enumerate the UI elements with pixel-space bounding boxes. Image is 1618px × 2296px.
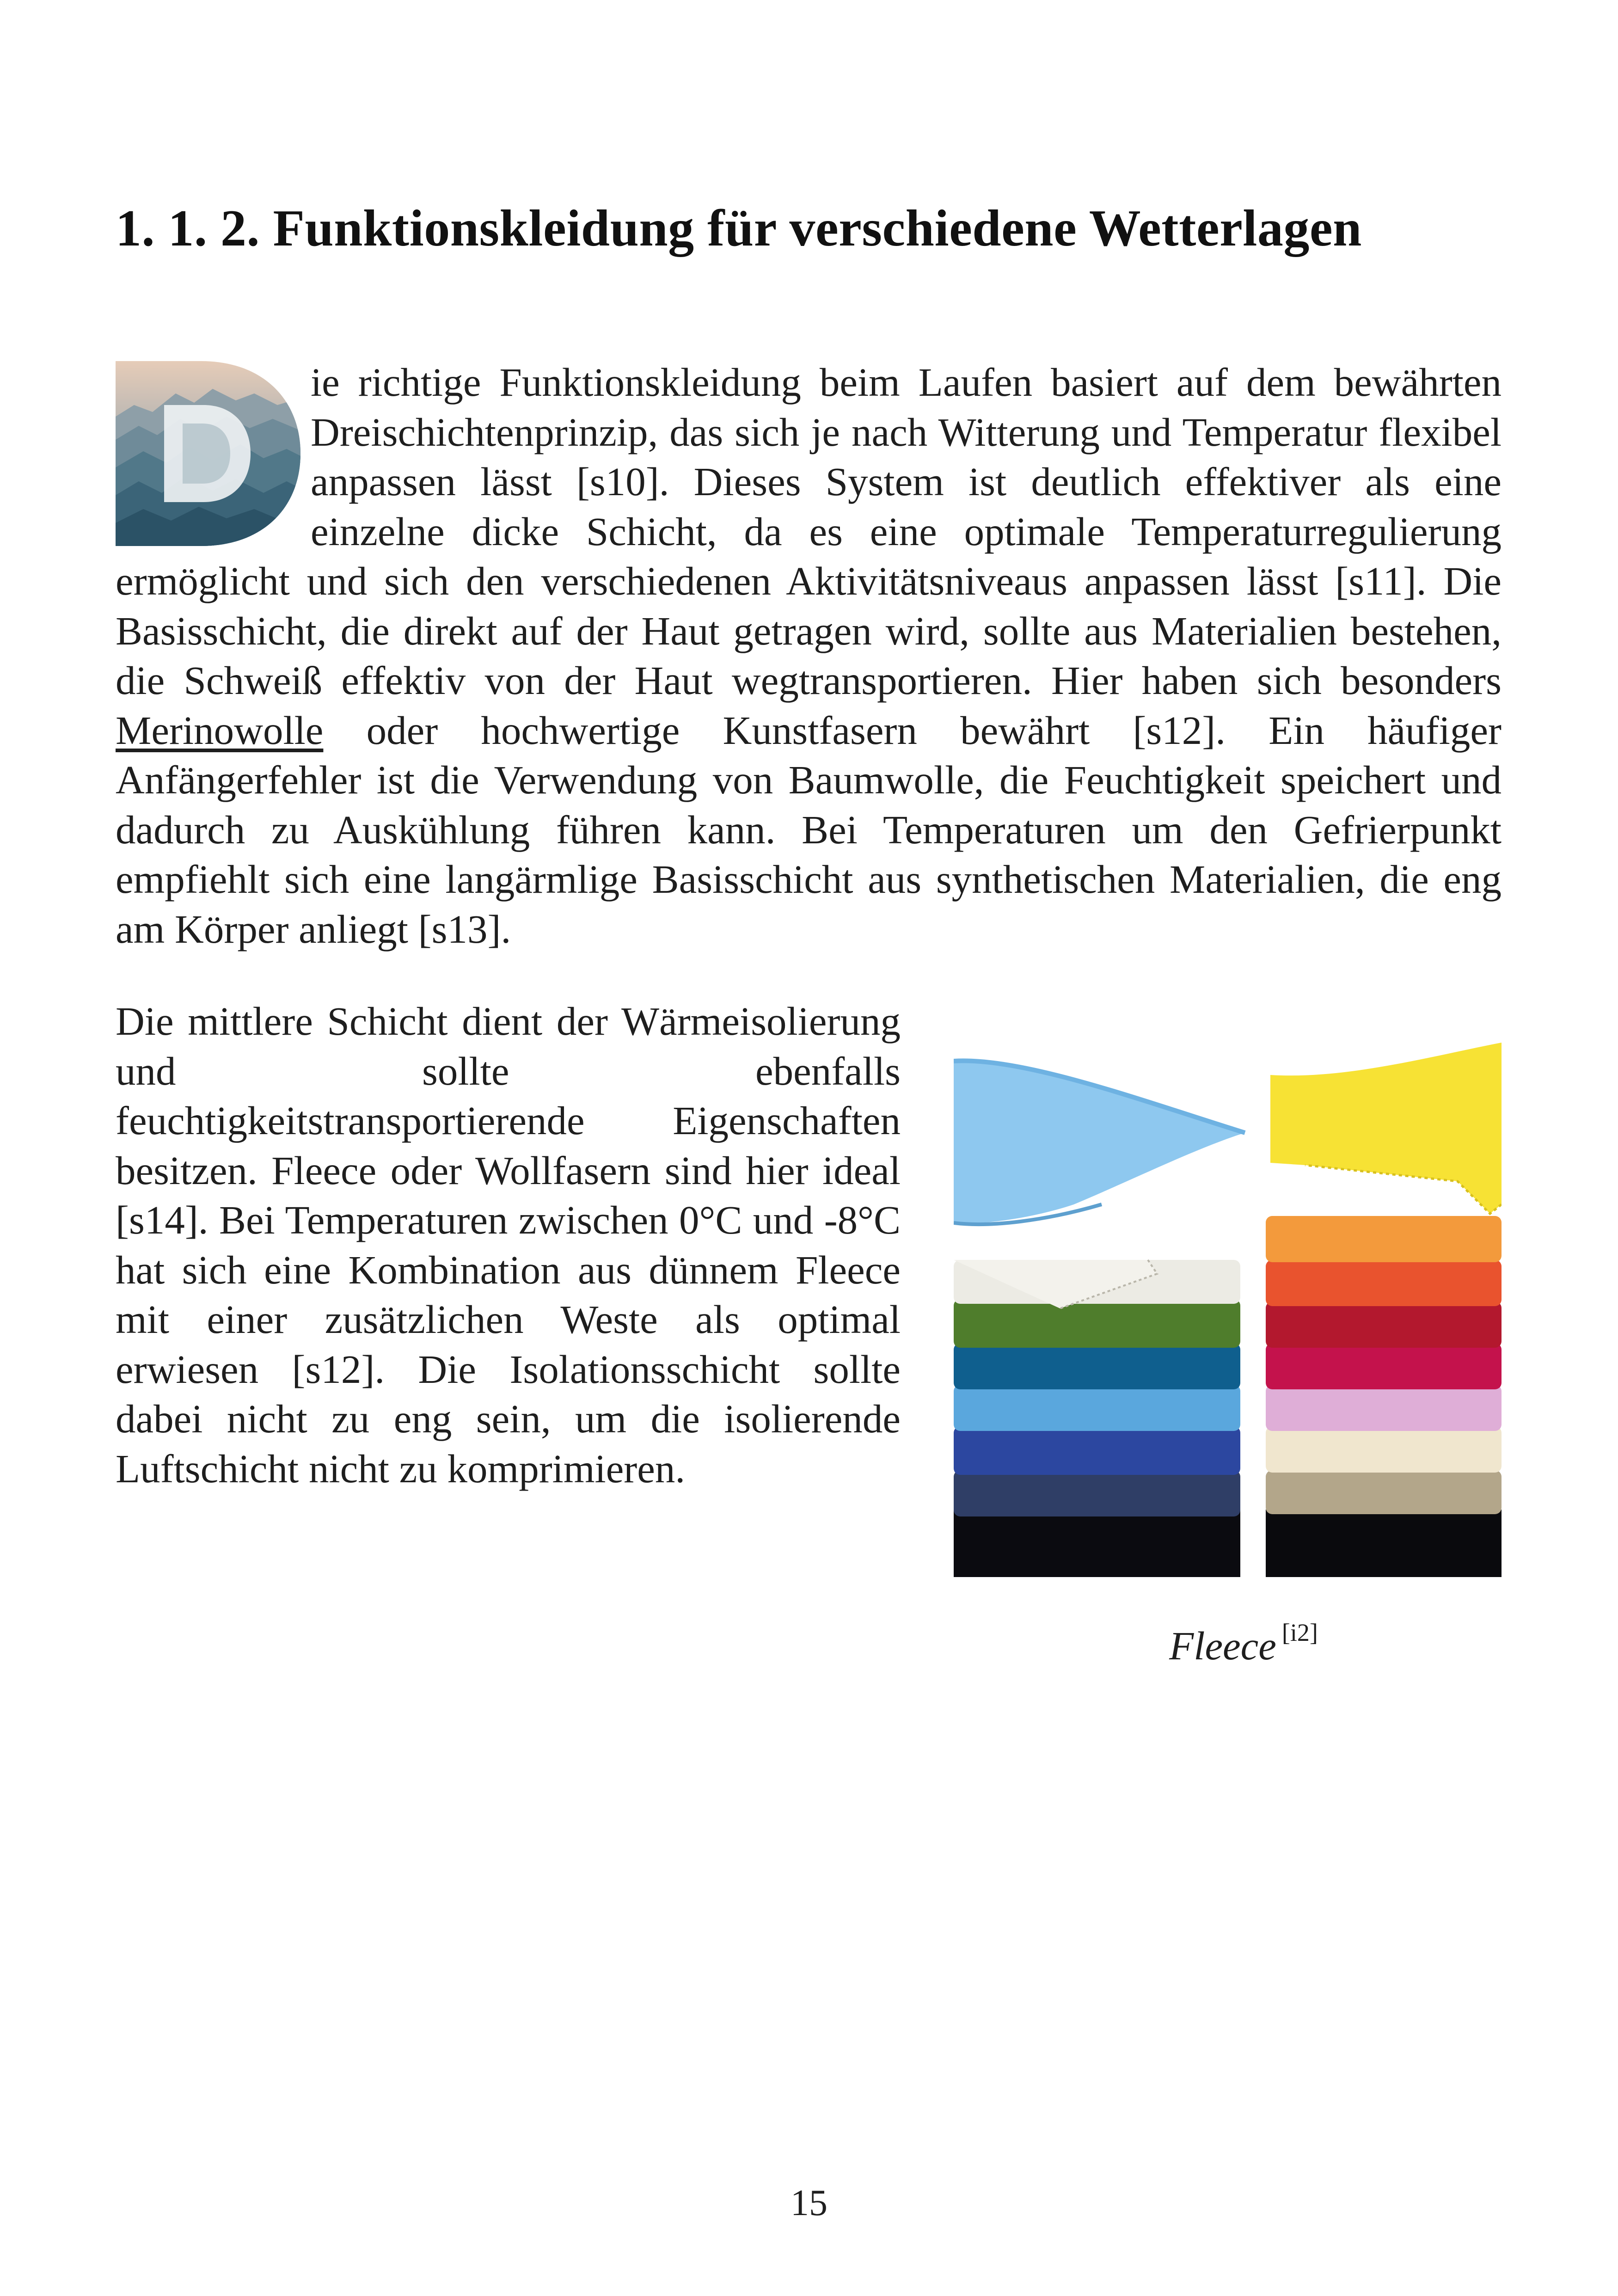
drop-cap-d (116, 361, 300, 546)
fleece-photo (954, 1043, 1502, 1577)
figure-caption (1142, 1618, 1345, 1669)
mountain-landscape-dropcap-icon (116, 361, 300, 546)
paragraph-intro-text-start: ie richtige Funktionskleidung beim Laufen basiert auf dem bewährten Dreischichtenprinzip, das sich je nach Witterung und Temperatur flexibel anpassen lässt [s10]. Dieses System ist deutlich effektiver als eine einzelne dicke Schicht, da es eine optimale Temperaturregulierung ermöglicht und sich den verschiedenen Aktivitätsniveaus anpassen lässt [s11]. Die Basisschicht, die direkt auf der Haut getragen wird, sollte aus Materialien bestehen, die Schweiß effektiv von der Haut wegtransportieren. Hier haben sich besonders (116, 360, 1502, 703)
caption-reference[interactable]: [i2] (1281, 1619, 1318, 1646)
merinowolle-link[interactable]: Merinowolle (116, 707, 324, 753)
page-number: 15 (791, 2183, 827, 2223)
section-heading: 1. 1. 2. Funktionskleidung für verschiedene Wetterlagen (116, 200, 1362, 257)
paragraph-intro-text-end: oder hochwertige Kunstfasern bewährt [s12]. Ein häufiger Anfängerfehler ist die Verwendung von Baumwolle, die Feuchtigkeit speichert und dadurch zu Auskühlung führen kann. Bei Temperaturen um den Gefrierpunkt empfiehlt sich eine langärmlige Basisschicht aus synthetischen Materialien, die eng am Körper anliegt [s13]. (116, 707, 1502, 952)
caption-text: Fleece (1169, 1623, 1276, 1668)
paragraph-intro (116, 357, 1502, 954)
folded-fleece-blankets-image (954, 1043, 1502, 1577)
paragraph-middle-layer: Die mittlere Schicht dient der Wärmeisolierung und sollte ebenfalls feuchtigkeitstransportierende Eigenschaften besitzen. Fleece oder Wollfasern sind hier ideal [s14]. Bei Temperaturen zwischen 0°C und -8°C hat sich eine Kombination aus dünnem Fleece mit einer zusätzlichen Weste als optimal erwiesen [s12]. Die Isolationsschicht sollte dabei nicht zu eng sein, um die isolierende Luftschicht nicht zu komprimieren. (116, 999, 901, 1491)
